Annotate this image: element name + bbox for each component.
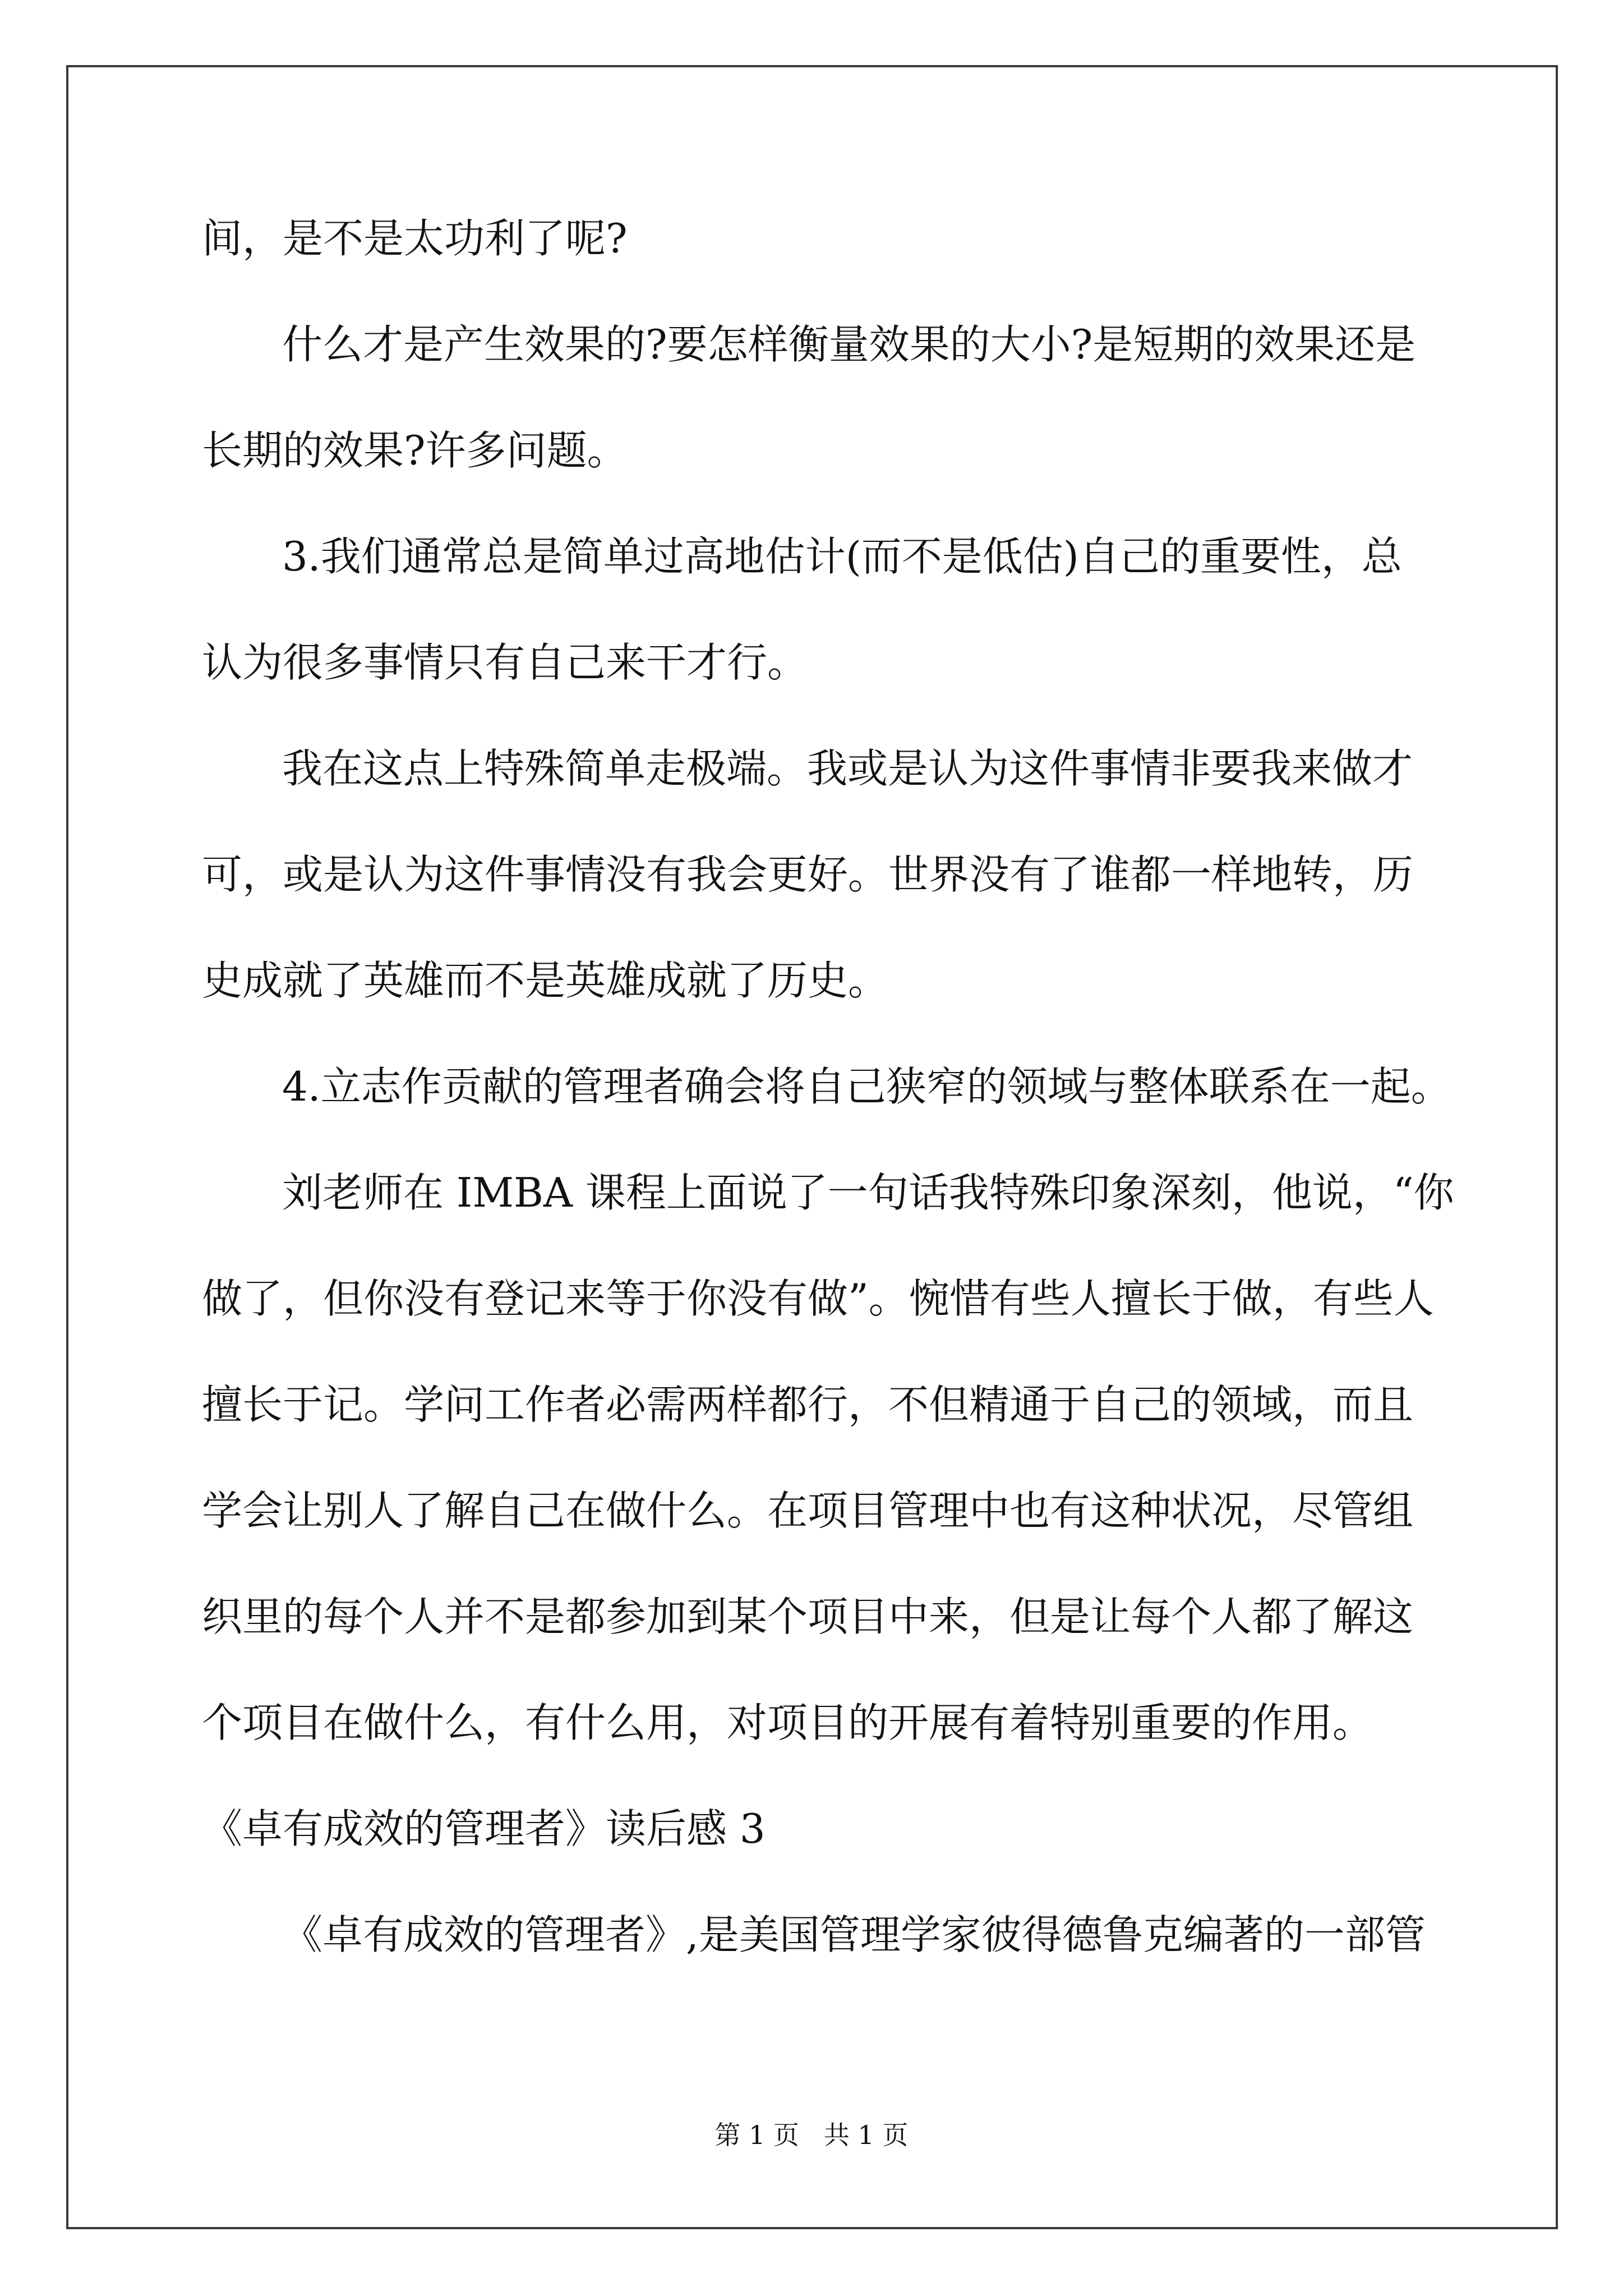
text-line: 织里的每个人并不是都参加到某个项目中来，但是让每个人都了解这 — [202, 1593, 1414, 1640]
text-line: 什么才是产生效果的?要怎样衡量效果的大小?是短期的效果还是 — [282, 321, 1416, 368]
text-line: 做了，但你没有登记来等于你没有做”。惋惜有些人擅长于做，有些人 — [202, 1275, 1434, 1322]
text-line: 擅长于记。学问工作者必需两样都行，不但精通于自己的领域，而且 — [202, 1381, 1414, 1428]
text-line: 长期的效果?许多问题。 — [202, 427, 628, 474]
section-heading: 《卓有成效的管理者》读后感 3 — [202, 1805, 766, 1852]
text-line: 学会让别人了解自己在做什么。在项目管理中也有这种状况，尽管组 — [202, 1487, 1414, 1534]
text-line: 个项目在做什么，有什么用，对项目的开展有着特别重要的作用。 — [202, 1699, 1373, 1746]
text-line: 3.我们通常总是简单过高地估计(而不是低估)自己的重要性，总 — [282, 533, 1402, 580]
page-footer: 第 1 页 共 1 页 — [714, 2120, 909, 2150]
text-line: 刘老师在 IMBA 课程上面说了一句话我特殊印象深刻，他说，“你 — [282, 1169, 1454, 1216]
text-line: 间，是不是太功利了呢? — [202, 215, 628, 262]
page-border — [66, 65, 1558, 2229]
text-line: 我在这点上特殊简单走极端。我或是认为这件事情非要我来做才 — [282, 745, 1413, 792]
text-line: 史成就了英雄而不是英雄成就了历史。 — [202, 957, 889, 1004]
text-line: 《卓有成效的管理者》,是美国管理学家彼得德鲁克编著的一部管 — [282, 1911, 1426, 1958]
text-line: 可，或是认为这件事情没有我会更好。世界没有了谁都一样地转，历 — [202, 851, 1414, 898]
text-line: 认为很多事情只有自己来干才行。 — [202, 639, 808, 686]
text-line: 4.立志作贡献的管理者确会将自己狭窄的领域与整体联系在一起。 — [282, 1063, 1451, 1110]
